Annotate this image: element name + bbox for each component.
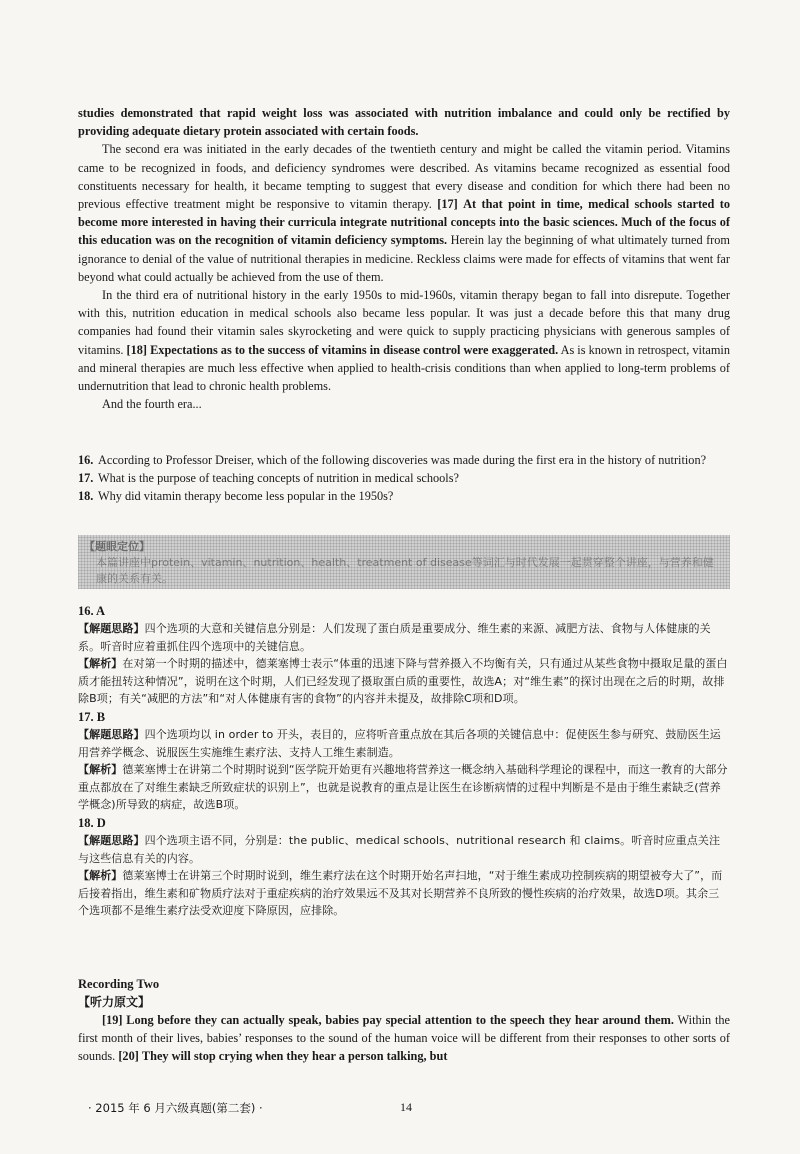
passage-paragraph-3: And the fourth era...: [102, 397, 202, 412]
answer-analysis: 【解析】在对第一个时期的描述中，德莱塞博士表示“体重的迅速下降与营养摄入不均衡有关，只有通过从某些食物中摄取足量的蛋白质才能扭转这种情况”，说明在这个时期，人们已经发现了摄取蛋白质的重要性，故选A；对“维生素”的探讨出现在之后的时期，故排除B项；有关“减肥的方法”和“对人体健康有害的食物”的内容并未提及，故排除C项和D项。: [78, 657, 728, 706]
question-item: [78, 452, 730, 470]
question-item: [78, 470, 730, 488]
question-text: What is the purpose of teaching concepts of nutrition in medical schools?: [98, 470, 459, 485]
question-marker-18: [18]: [126, 342, 148, 357]
key-sentence: Expectations as to the success of vitamins in disease control were exaggerated.: [150, 342, 559, 357]
footer-source: · 2015 年 6 月六级真题(第二套) ·: [88, 1101, 263, 1115]
key-sentence: At that point in time, medical schools started to become more interested in having their curricula integrate nutritional concepts into the basic sciences. Much of the focus of this education was on the recognition of vitamin deficiency symptoms.: [78, 197, 730, 248]
answer-block-17: [78, 708, 730, 814]
answer-analysis: 【解析】德莱塞博士在讲第三个时期时说到，维生素疗法在这个时期开始名声扫地，“对于维生素成功控制疾病的期望被夸大了”，而后接着指出，维生素和矿物质疗法对于重症疾病的治疗效果远不及其对长期营养不良所致的慢性疾病的治疗效果，故选D项。其余三个选项都不是维生素疗法受欢迎度下降原因，应排除。: [78, 869, 723, 918]
question-number: 18.: [78, 488, 94, 503]
question-text: According to Professor Dreiser, which of the following discoveries was made during the first era in the history of nutrition?: [98, 453, 707, 467]
band-text: 本篇讲座中protein、vitamin、nutrition、health、treatment of disease等词汇与时代发展一起贯穿整个讲座，与营养和健康的关系有关。: [96, 556, 714, 585]
key-sentence: studies demonstrated that rapid weight loss was associated with nutrition imbalance and could only be rectified by providing adequate dietary protein associated with certain foods.: [78, 106, 730, 139]
answer-idea: 【解题思路】四个选项主语不同，分别是：the public、medical schools、nutritional research 和 claims。听音时应重点关注与这些信息有关的内容。: [78, 833, 721, 865]
question-item: [78, 488, 730, 506]
transcript-paragraph: [19] Long before they can actually speak, babies pay special attention to the speech they hear around them. Within the first month of their lives, babies’ responses to the sound of the human voice will be different from their responses to other sorts of sounds. [20] They will stop crying when they hear a person talking, but: [78, 1013, 731, 1064]
passage: [78, 104, 730, 413]
section-title: Recording Two: [78, 977, 160, 991]
answer-explanations: [78, 602, 730, 920]
passage-paragraph-2: In the third era of nutritional history in the early 1950s to mid-1960s, vitamin therapy began to fall into disrepute. Together with this, nutrition education in medical schools also became less popular. It was just a decade before this that many drug companies had found their vitamin sales skyrocketing and were quick to supply practicing physicians with generous samples of vitamins. [18] Expectations as to the success of vitamins in disease control were exaggerated. As is known in retrospect, vitamin and mineral therapies are much less effective when applied to health-crisis conditions than when applied to long-term problems of undernutrition that lead to chronic health problems.: [78, 288, 730, 394]
band-label: 【题眼定位】: [84, 540, 150, 553]
question-marker-20: [20]: [118, 1049, 139, 1064]
answer-key: 16. A: [78, 604, 106, 618]
answer-analysis: 【解析】德莱塞博士在讲第二个时期时说到“医学院开始更有兴趣地将营养这一概念纳入基础科学理论的课程中，而这一教育的大部分重点都放在了对维生素缺乏所致症状的识别上”，也就是说教育的重点是让医生在诊断病情的过程中判断是不是由于维生素缺乏(营养学概念)所导致的病症，故选B项。: [78, 763, 728, 812]
key-sentence: They will stop crying when they hear a person talking, but: [141, 1049, 448, 1064]
question-text: Why did vitamin therapy become less popular in the 1950s?: [98, 488, 394, 503]
answer-block-18: [78, 814, 730, 920]
passage-paragraph-1: The second era was initiated in the early decades of the twentieth century and might be called the vitamin period. Vitamins came to be recognized in foods, and deficiency syndromes were described. As vitamins became recognized as essential food constituents necessary for health, it became tempting to suggest that every disease and condition for which there had been no previous effective treatment might be responsive to vitamin therapy. [17] At that point in time, medical schools started to become more interested in having their curricula integrate nutritional concepts into the basic sciences. Much of the focus of this education was on the recognition of vitamin deficiency symptoms. Herein lay the beginning of what ultimately turned from ignorance to denial of the value of nutritional therapies in medicine. Reckless claims were made for effects of vitamins that went far beyond what could actually be achieved from the use of them.: [78, 142, 730, 284]
page-number: 14: [400, 1100, 412, 1114]
key-sentence: Long before they can actually speak, babies pay special attention to the speech they hear around them.: [126, 1013, 674, 1027]
answer-idea: 【解题思路】四个选项均以 in order to 开头，表目的，应将听音重点放在其后各项的关键信息中：促使医生参与研究、鼓励医生运用营养学概念、说服医生实施维生素疗法、支持人工维生素制造。: [78, 727, 721, 759]
answer-block-16: [78, 602, 730, 708]
section-subtitle: 【听力原文】: [78, 995, 151, 1009]
answer-idea: 【解题思路】四个选项的大意和关键信息分别是：人们发现了蛋白质是重要成分、维生素的来源、减肥方法、食物与人体健康的关系。听音时应着重抓住四个选项中的关键信息。: [78, 622, 711, 653]
question-list: [78, 452, 730, 505]
question-number: 17.: [78, 470, 94, 485]
answer-key: 18. D: [78, 815, 106, 830]
question-number: 16.: [78, 453, 94, 467]
passage-paragraph-0: [78, 104, 730, 140]
highlight-band: [78, 535, 730, 589]
recording-section: [78, 975, 730, 1066]
answer-key: 17. B: [78, 709, 106, 724]
question-marker-17: [17]: [437, 197, 458, 212]
question-marker-19: [19]: [102, 1013, 123, 1027]
